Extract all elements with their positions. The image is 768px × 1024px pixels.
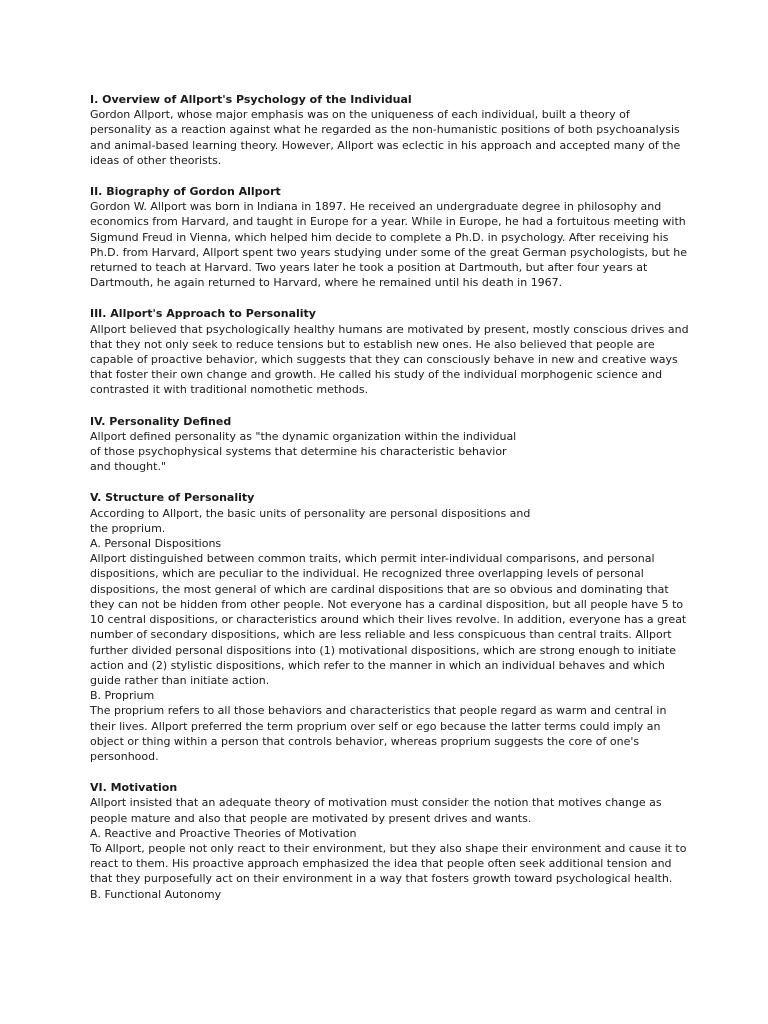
paragraph-line: that they purposefully act on their environment in a way that fosters growth toward psychological health. [90,872,673,886]
section-heading: V. Structure of Personality [90,491,255,505]
paragraph-line: The proprium refers to all those behaviors and characteristics that people regard as warm and central in [90,704,667,718]
section-heading: I. Overview of Allport's Psychology of the Individual [90,93,412,106]
paragraph-line: Allport defined personality as "the dynamic organization within the individual [90,429,517,443]
subsection-label: A. Reactive and Proactive Theories of Motivation [90,826,357,840]
paragraph-line: they can not be hidden from other people. Not everyone has a cardinal disposition, but all people have 5 to [90,597,684,611]
section-heading: II. Biography of Gordon Allport [90,185,281,199]
paragraph-line: contrasted it with traditional nomothetic methods. [90,383,369,397]
paragraph-line: personhood. [90,749,159,763]
paragraph-line: dispositions, which are peculiar to the individual. He recognized three overlapping levels of personal [90,567,644,581]
section-structure [90,490,687,764]
section-heading: III. Allport's Approach to Personality [90,307,316,321]
paragraph-line: Allport insisted that an adequate theory of motivation must consider the notion that motives change as [90,796,662,810]
paragraph-line: Gordon W. Allport was born in Indiana in 1897. He received an undergraduate degree in philosophy and [90,200,662,214]
document-page [90,92,689,918]
paragraph-line: ideas of other theorists. [90,153,222,167]
paragraph-line: Gordon Allport, whose major emphasis was on the uniqueness of each individual, built a theory of [90,108,630,122]
section-overview [90,92,680,168]
paragraph-line: Dartmouth, he again returned to Harvard, where he remained until his death in 1967. [90,276,563,290]
paragraph-line: dispositions, the most general of which are cardinal dispositions that are so obvious and dominating that [90,582,669,596]
section-biography [90,184,688,290]
section-heading: VI. Motivation [90,781,178,795]
paragraph-line: Allport believed that psychologically healthy humans are motivated by present, mostly conscious drives and [90,322,689,336]
paragraph-line: their lives. Allport preferred the term proprium over self or ego because the latter terms could imply an [90,719,661,733]
paragraph-line: personality as a reaction against what he regarded as the non-humanistic positions of both psychoanalysis [90,123,680,137]
paragraph-line: and animal-based learning theory. However, Allport was eclectic in his approach and accepted many of the [90,138,681,152]
subsection-label: B. Functional Autonomy [90,887,222,901]
paragraph-line: According to Allport, the basic units of personality are personal dispositions and [90,506,531,520]
section-motivation [90,780,687,902]
paragraph-line: people mature and also that people are motivated by present drives and wants. [90,811,532,825]
paragraph-line: Sigmund Freud in Vienna, which helped him decide to complete a Ph.D. in psychology. After receiving his [90,230,669,244]
paragraph-line: further divided personal dispositions into (1) motivational dispositions, which are strong enough to initiate [90,643,677,657]
section-personality-defined [90,414,680,475]
paragraph-line: the proprium. [90,521,166,535]
subsection-label: B. Proprium [90,689,155,703]
section-approach [90,306,689,397]
paragraph-line: object or thing within a person that controls behavior, whereas proprium suggests the core of one's [90,734,640,748]
paragraph-line: economics from Harvard, and taught in Europe for a year. While in Europe, he had a fortuitous meeting with [90,215,686,229]
paragraph-line: that they not only seek to reduce tensions but to establish new ones. He also believed that people are [90,337,655,351]
section-heading: IV. Personality Defined [90,414,232,428]
paragraph-line: of those psychophysical systems that determine his characteristic behavior [90,445,507,459]
paragraph-line: action and (2) stylistic dispositions, which refer to the manner in which an individual behaves and which [90,658,665,672]
subsection-label: A. Personal Dispositions [90,537,222,551]
paragraph-line: that foster their own change and growth. He called his study of the individual morphogenic science and [90,368,663,382]
paragraph-line: returned to teach at Harvard. Two years later he took a position at Dartmouth, but after four years at [90,261,648,275]
paragraph-line: capable of proactive behavior, which suggests that they can consciously behave in new and creative ways [90,353,678,367]
paragraph-line: guide rather than initiate action. [90,673,270,687]
paragraph-line: number of secondary dispositions, which are less reliable and less conspicuous than central traits. Allport [90,628,672,642]
paragraph-line: Allport distinguished between common traits, which permit inter-individual comparisons, and personal [90,552,655,566]
paragraph-line: Ph.D. from Harvard, Allport spent two years studying under some of the great German psychologists, but he [90,245,688,259]
paragraph-line: and thought." [90,460,167,474]
paragraph-line: react to them. His proactive approach emphasized the idea that people often seek additional tension and [90,857,672,871]
paragraph-line: To Allport, people not only react to their environment, but they also shape their environment and cause it to [90,841,687,855]
paragraph-line: 10 central dispositions, or characteristics around which their lives revolve. In addition, everyone has a great [90,613,687,627]
